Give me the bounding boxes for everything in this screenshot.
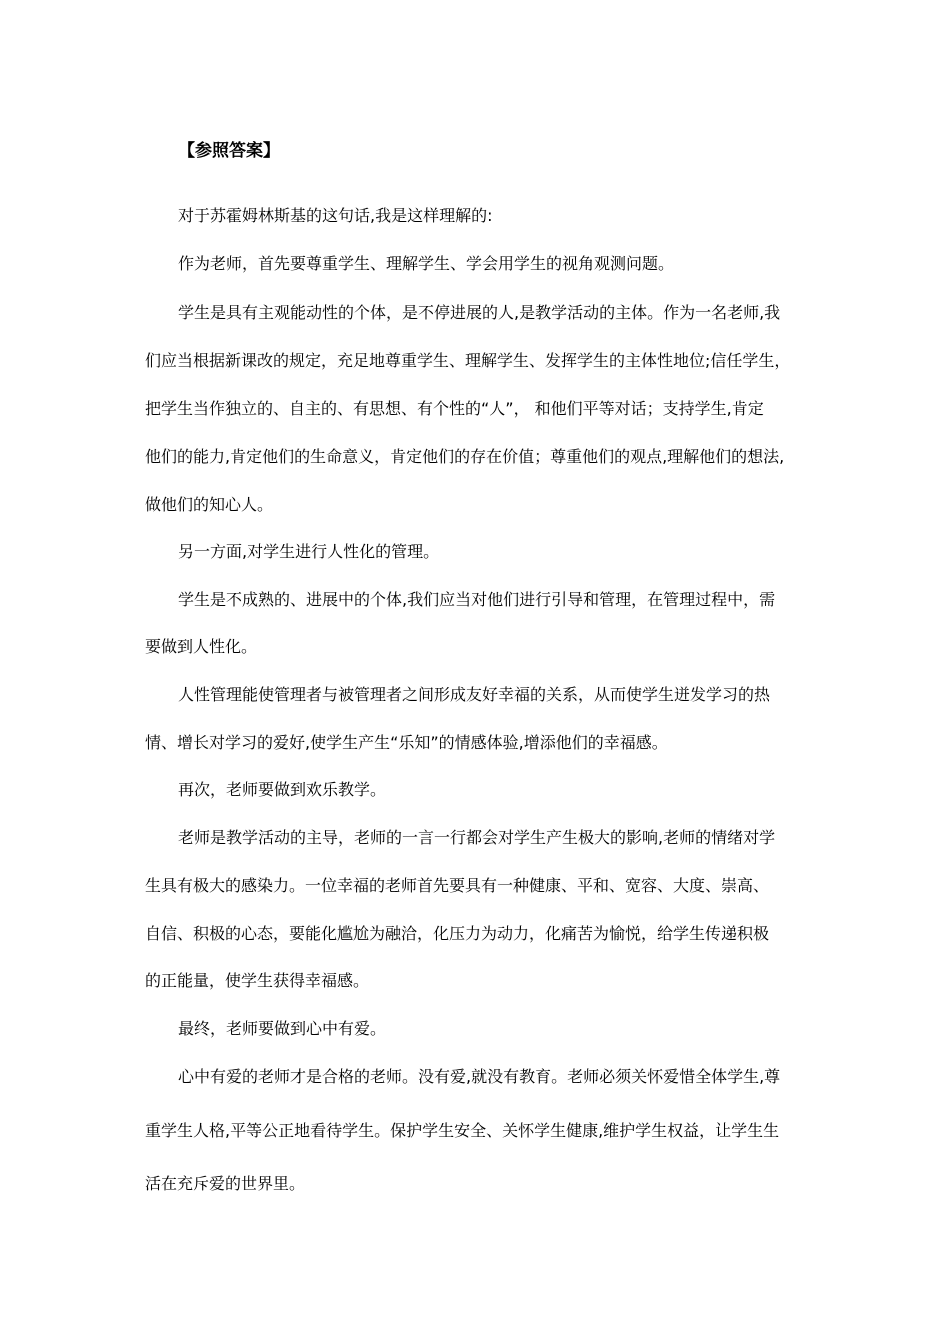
paragraph-line: 重学生人格,平等公正地看待学生。保护学生安全、关怀学生健康,维护学生权益，让学生生 (145, 1121, 780, 1140)
section-heading: 【参照答案】 (178, 141, 280, 161)
paragraph-line: 他们的能力,肯定他们的生命意义，肯定他们的存在价值；尊重他们的观点,理解他们的想法, (145, 447, 785, 466)
paragraph-line: 人性管理能使管理者与被管理者之间形成友好幸福的关系，从而使学生迸发学习的热 (178, 685, 771, 704)
paragraph-line: 们应当根据新课改的规定，充足地尊重学生、理解学生、发挥学生的主体性地位;信任学生， (145, 351, 791, 370)
paragraph-line: 作为老师，首先要尊重学生、理解学生、学会用学生的视角观测问题。 (178, 254, 675, 273)
paragraph-line: 要做到人性化。 (145, 637, 258, 656)
paragraph-line: 生具有极大的感染力。一位幸福的老师首先要具有一种健康、平和、宽容、大度、崇高、 (145, 876, 770, 895)
paragraph-line: 再次，老师要做到欢乐教学。 (178, 780, 387, 799)
paragraph-line: 老师是教学活动的主导，老师的一言一行都会对学生产生极大的影响,老师的情绪对学 (178, 828, 776, 847)
paragraph-line: 另一方面,对学生进行人性化的管理。 (178, 542, 440, 561)
paragraph-line: 学生是不成熟的、进展中的个体,我们应当对他们进行引导和管理，在管理过程中，需 (178, 590, 776, 609)
paragraph-line: 情、增长对学习的爱好,使学生产生“乐知”的情感体验,增添他们的幸福感。 (145, 733, 668, 752)
paragraph-line: 的正能量，使学生获得幸福感。 (145, 971, 370, 990)
paragraph-line: 自信、积极的心态，要能化尴尬为融洽，化压力为动力，化痛苦为愉悦，给学生传递积极 (145, 924, 770, 943)
paragraph-line: 做他们的知心人。 (145, 495, 274, 514)
paragraph-line: 对于苏霍姆林斯基的这句话,我是这样理解的: (178, 206, 493, 225)
paragraph-line: 学生是具有主观能动性的个体，是不停进展的人,是教学活动的主体。作为一名老师,我 (178, 303, 781, 322)
paragraph-line: 把学生当作独立的、自主的、有思想、有个性的“人”， 和他们平等对话；支持学生,肯定 (145, 399, 764, 418)
paragraph-line: 活在充斥爱的世界里。 (145, 1174, 306, 1193)
paragraph-line: 最终，老师要做到心中有爱。 (178, 1019, 387, 1038)
paragraph-line: 心中有爱的老师才是合格的老师。没有爱,就没有教育。老师必须关怀爱惜全体学生,尊 (178, 1067, 781, 1086)
